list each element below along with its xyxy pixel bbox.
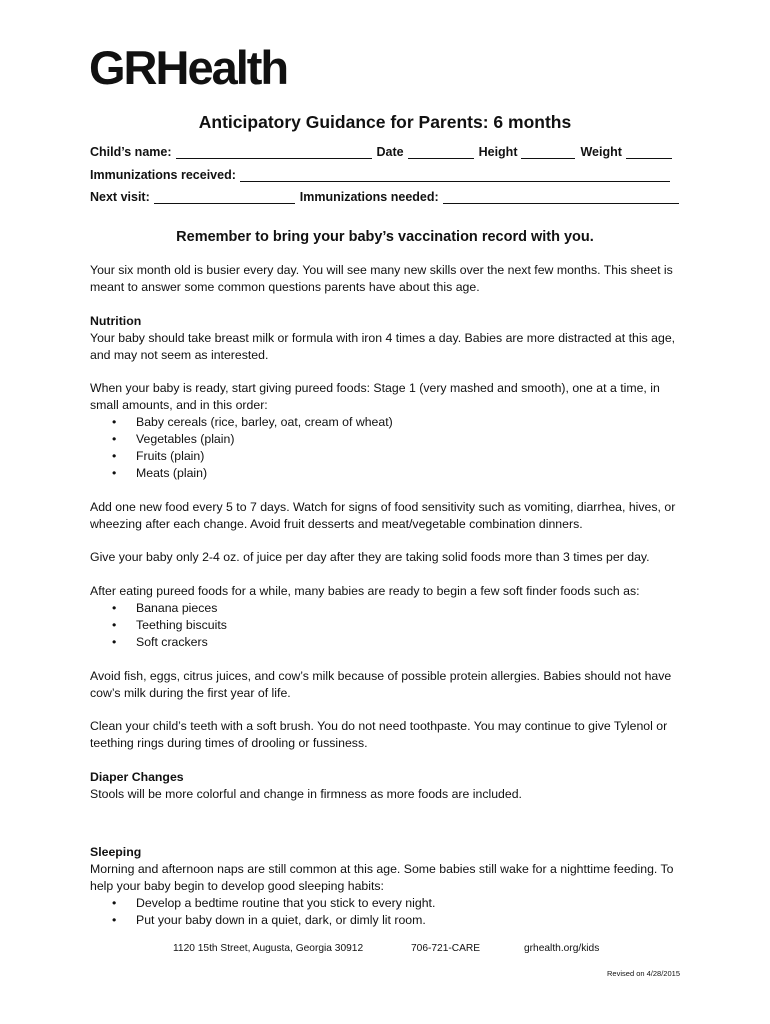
date-field[interactable]: [408, 147, 474, 159]
nutrition-paragraph-4: Give your baby only 2-4 oz. of juice per day after they are taking solid foods more than 3 times per day.: [90, 550, 650, 565]
immunizations-needed-field[interactable]: [443, 192, 679, 204]
date-label: Date: [376, 145, 404, 159]
grhealth-logo: GRHealth: [89, 41, 288, 94]
bullet: •: [112, 432, 117, 447]
next-visit-label: Next visit:: [90, 190, 150, 204]
nutrition-paragraph-3: Add one new food every 5 to 7 days. Watch for signs of food sensitivity such as vomiting, diarrhea, hives, or wheezing after each change. Avoid fruit desserts and meat/vegetable combination dinners.: [90, 499, 676, 531]
child-name-field[interactable]: [176, 147, 372, 159]
list-item: • Banana pieces: [112, 601, 218, 616]
bullet: •: [112, 634, 117, 649]
list-item: • Vegetables (plain): [112, 432, 235, 447]
list-item: • Soft crackers: [112, 634, 208, 649]
page-title: Anticipatory Guidance for Parents: 6 months: [198, 112, 572, 132]
footer-address: 1120 15th Street, Augusta, Georgia 30912: [173, 943, 364, 954]
nutrition-paragraph-1: Your baby should take breast milk or formula with iron 4 times a day. Babies are more distracted at this age, and may not seem as interested.: [90, 330, 676, 362]
finger-foods-list: [90, 600, 690, 651]
weight-field[interactable]: [626, 147, 672, 159]
form-row-1: [90, 145, 672, 159]
bullet: •: [112, 415, 117, 430]
list-item: • Baby cereals (rice, barley, oat, cream of wheat): [112, 415, 393, 430]
bullet: •: [112, 465, 117, 480]
list-item: • Meats (plain): [112, 465, 208, 480]
list-item: • Fruits (plain): [112, 448, 205, 463]
nutrition-paragraph-7: Clean your child’s teeth with a soft brush. You do not need toothpaste. You may continue to give Tylenol or teething rings during times of drooling or fussiness.: [90, 719, 668, 751]
diaper-paragraph: Stools will be more colorful and change in firmness as more foods are included.: [90, 786, 522, 801]
bullet: •: [112, 912, 117, 927]
child-name-label: Child’s name:: [90, 145, 172, 159]
vaccination-reminder: Remember to bring your baby’s vaccination record with you.: [176, 229, 594, 245]
form-row-2: [90, 168, 670, 182]
bullet: •: [112, 895, 117, 910]
list-item: • Teething biscuits: [112, 617, 227, 632]
sleeping-heading: Sleeping: [90, 844, 142, 859]
footer-phone: 706-721-CARE: [411, 943, 481, 954]
weight-label: Weight: [580, 145, 622, 159]
height-label: Height: [478, 145, 518, 159]
height-field[interactable]: [521, 147, 575, 159]
nutrition-paragraph-6: Avoid fish, eggs, citrus juices, and cow’s milk because of possible protein allergies. Babies should not have cow’s milk during the first year of life.: [90, 668, 672, 700]
list-item: • Put your baby down in a quiet, dark, or dimly lit room.: [112, 912, 426, 927]
immunizations-received-label: Immunizations received:: [90, 168, 236, 182]
bullet: •: [112, 601, 117, 616]
nutrition-heading: Nutrition: [90, 313, 142, 328]
bullet: •: [112, 617, 117, 632]
revised-date: Revised on 4/28/2015: [607, 969, 680, 978]
footer-website: grhealth.org/kids: [524, 943, 600, 954]
sleeping-paragraph: Morning and afternoon naps are still common at this age. Some babies still wake for a nighttime feeding. To help your baby begin to develop good sleeping habits:: [90, 861, 674, 893]
food-order-list: [90, 414, 690, 482]
bullet: •: [112, 448, 117, 463]
immunizations-received-field[interactable]: [240, 170, 670, 182]
nutrition-paragraph-2: When your baby is ready, start giving pureed foods: Stage 1 (very mashed and smooth), one at a time, in small amounts, and in this order:: [90, 381, 660, 413]
intro-paragraph: Your six month old is busier every day. You will see many new skills over the next few months. This sheet is meant to answer some common questions parents have about this age.: [90, 263, 673, 294]
sleep-habits-list: [90, 895, 690, 929]
form-row-3: [90, 190, 679, 204]
guidance-body: [90, 262, 690, 928]
immunizations-needed-label: Immunizations needed:: [299, 190, 439, 204]
diaper-changes-heading: Diaper Changes: [90, 770, 184, 785]
list-item: • Develop a bedtime routine that you stick to every night.: [112, 895, 436, 910]
nutrition-paragraph-5: After eating pureed foods for a while, many babies are ready to begin a few soft finder foods such as:: [90, 584, 640, 599]
next-visit-field[interactable]: [154, 192, 295, 204]
